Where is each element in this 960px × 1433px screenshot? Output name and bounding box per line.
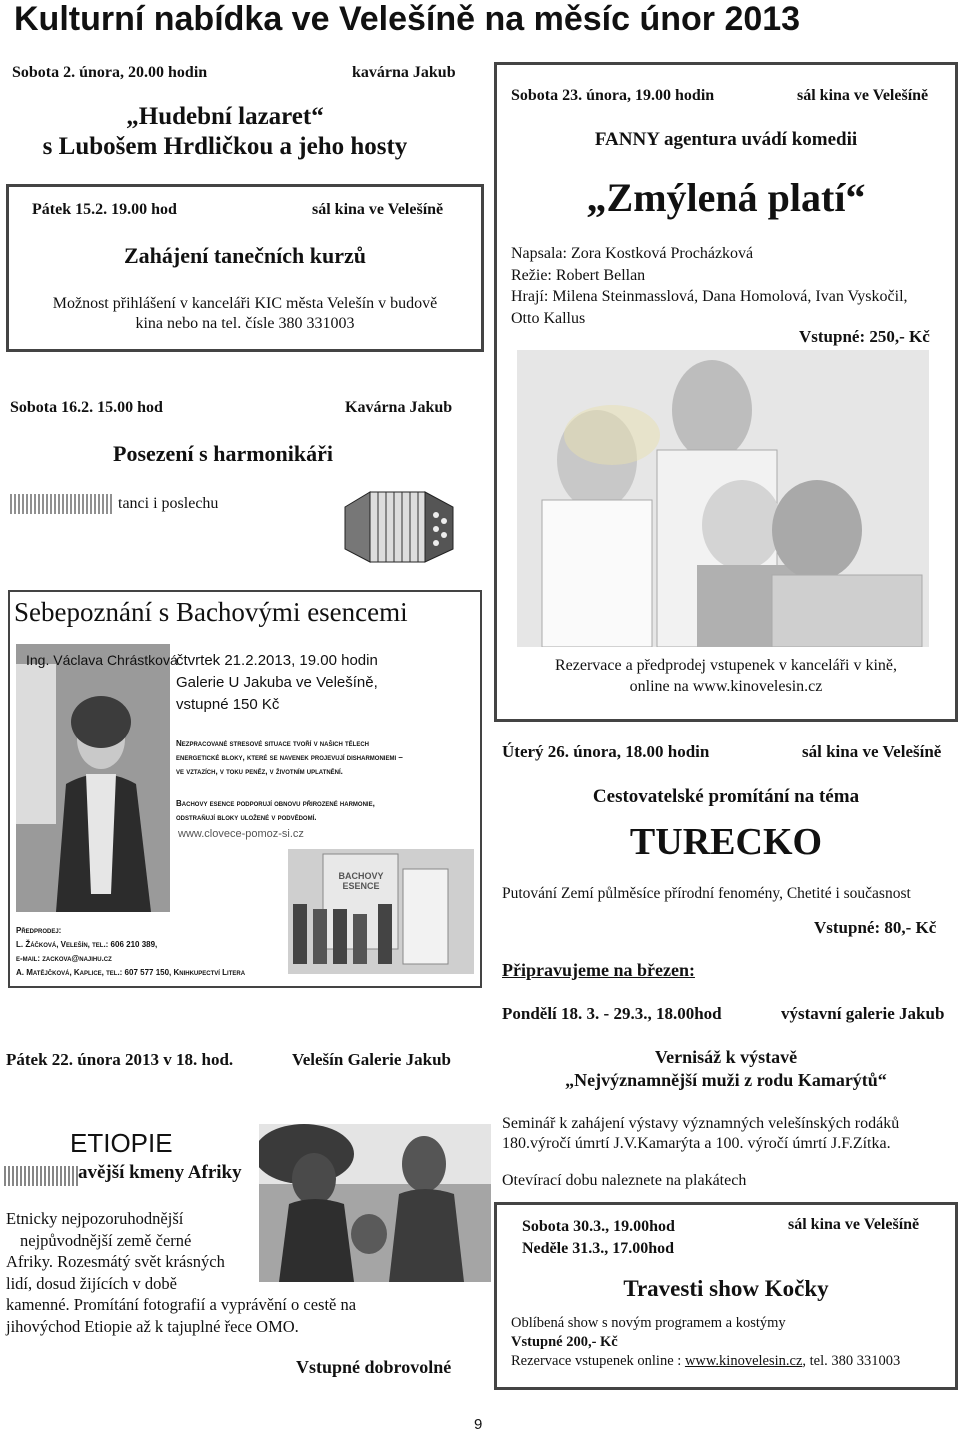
turecko-title: TURECKO: [629, 821, 823, 863]
etiopie-garbled-text: [4, 1166, 78, 1186]
brezen-heading: Připravujeme na březen:: [502, 960, 695, 980]
brezen-venue: výstavní galerie Jakub: [781, 1004, 945, 1023]
tanecni-title: Zahájení tanečních kurzů: [123, 243, 367, 268]
travesti-venue: sál kina ve Velešíně: [788, 1216, 920, 1233]
harmonika-subtitle: tanci i poslechu: [118, 495, 219, 512]
hudebni-date: Sobota 2. února, 20.00 hodin: [12, 64, 208, 81]
fanny-reservation: Rezervace a předprodej vstupenek v kanceláři v kině, online na www.kinovelesin.cz: [554, 657, 898, 695]
bach-presale: Předprodej: L. Žáčková, Velešín, tel.: 606 210 389, e-mail: zackova@najihu.cz A. Matějčková, Kaplice, tel.: 607 577 150, Knihkupectví Litera: [16, 926, 246, 977]
brezen-hours: Otevírací dobu naleznete na plakátech: [502, 1172, 747, 1189]
fanny-intro: FANNY agentura uvádí komedii: [594, 129, 858, 150]
brezen-desc: Seminář k zahájení výstavy významných velešínských rodáků 180.výročí úmrtí J.V.Kamarýta a 100. výročí úmrtí J.F.Zítka.: [502, 1115, 900, 1152]
etiopie-desc: Etnicky nejpozoruhodnější nejpůvodnější země černé Afriky. Rozesmátý svět krásných lidí, dosud žijících v době kamenné. Promítání fotografií a vyprávění o cestě na jihovýchod Etiopie až k tajuplné řece OMO.: [6, 1209, 357, 1336]
travesti-dates: Sobota 30.3., 19.00hod Neděle 31.3., 17.00hod: [522, 1218, 675, 1257]
harmonika-venue: Kavárna Jakub: [345, 399, 453, 416]
travesti-title: Travesti show Kočky: [623, 1276, 829, 1301]
hudebni-venue: kavárna Jakub: [352, 64, 456, 81]
bach-book-label: BACHOVY ESENCE: [338, 871, 384, 891]
harmonika-title: Posezení s harmonikáři: [113, 441, 333, 466]
bach-paragraph-1: Nezpracované stresové situace tvoří v našich tělech energetické bloky, které se navenek projevují disharmoniemi – ve vztazích, v toku peněz, v životním uplatnění.: [176, 739, 403, 776]
cast-photo: [517, 350, 929, 647]
fanny-date: Sobota 23. února, 19.00 hodin: [511, 87, 715, 104]
bach-when: čtvrtek 21.2.2013, 19.00 hodin Galerie U Jakuba ve Velešíně, vstupné 150 Kč: [176, 652, 378, 713]
turecko-desc: Putování Zemí půlměsíce přírodní fenomény, Chetité i současnost: [502, 885, 911, 902]
turecko-date: Úterý 26. února, 18.00 hodin: [502, 742, 710, 761]
etiopie-date: Pátek 22. února 2013 v 18. hod.: [6, 1050, 234, 1069]
turecko-venue: sál kina ve Velešíně: [802, 742, 942, 761]
brezen-date: Pondělí 18. 3. - 29.3., 18.00hod: [502, 1004, 722, 1023]
fanny-title: „Zmýlená platí“: [586, 175, 866, 220]
etiopie-venue: Velešín Galerie Jakub: [292, 1050, 451, 1069]
tanecni-date: Pátek 15.2. 19.00 hod: [32, 201, 177, 218]
etiopie-subtitle: avější kmeny Afriky: [78, 1162, 242, 1183]
fanny-venue: sál kina ve Velešíně: [797, 87, 929, 104]
harmonika-garbled-text: [10, 494, 114, 514]
tanecni-desc: Možnost přihlášení v kanceláři KIC města Velešín v budově kina nebo na tel. čísle 380 331003: [52, 295, 438, 332]
turecko-intro: Cestovatelské promítání na téma: [592, 786, 860, 807]
travesti-link[interactable]: www.kinovelesin.cz: [684, 1353, 803, 1369]
speaker-photo: [16, 644, 170, 912]
bach-title: Sebepoznání s Bachovými esencemi: [14, 597, 408, 627]
brezen-title: Vernisáž k výstavě „Nejvýznamnější muži z rodu Kamarýtů“: [565, 1047, 887, 1090]
bach-products-photo: [288, 849, 474, 974]
hudebni-title: „Hudební lazaret“ s Lubošem Hrdličkou a jeho hosty: [42, 103, 408, 160]
turecko-price: Vstupné: 80,- Kč: [814, 918, 937, 937]
accordion-icon: [340, 487, 458, 567]
bach-paragraph-2: Bachovy esence podporují obnovu přirozené harmonie, odstraňují bloky uložené v podvědomí.: [176, 799, 375, 822]
travesti-info: Oblíbená show s novým programem a kostýmy Vstupné 200,- Kč Rezervace vstupenek online : www.kinovelesin.cz, tel. 380 331003: [511, 1315, 901, 1369]
fanny-credits: Napsala: Zora Kostková Procházková Režie: Robert Bellan Hrají: Milena Steinmasslová, Dana Homolová, Ivan Vyskočil, Otto Kallus: [511, 245, 908, 327]
page-number: 9: [474, 1416, 483, 1433]
etiopie-title: ETIOPIE: [70, 1128, 173, 1158]
tanecni-venue: sál kina ve Velešíně: [312, 201, 444, 218]
etiopie-price: Vstupné dobrovolné: [296, 1357, 452, 1377]
bach-web-link[interactable]: www.clovece-pomoz-si.cz: [178, 828, 304, 840]
bach-speaker: Ing. Václava Chrástková: [26, 652, 178, 668]
cast-photo-illustration: [517, 350, 929, 647]
page-title: Kulturní nabídka ve Velešíně na měsíc únor 2013: [14, 0, 801, 38]
harmonika-date: Sobota 16.2. 15.00 hod: [10, 399, 163, 416]
fanny-price: Vstupné: 250,- Kč: [799, 327, 930, 346]
